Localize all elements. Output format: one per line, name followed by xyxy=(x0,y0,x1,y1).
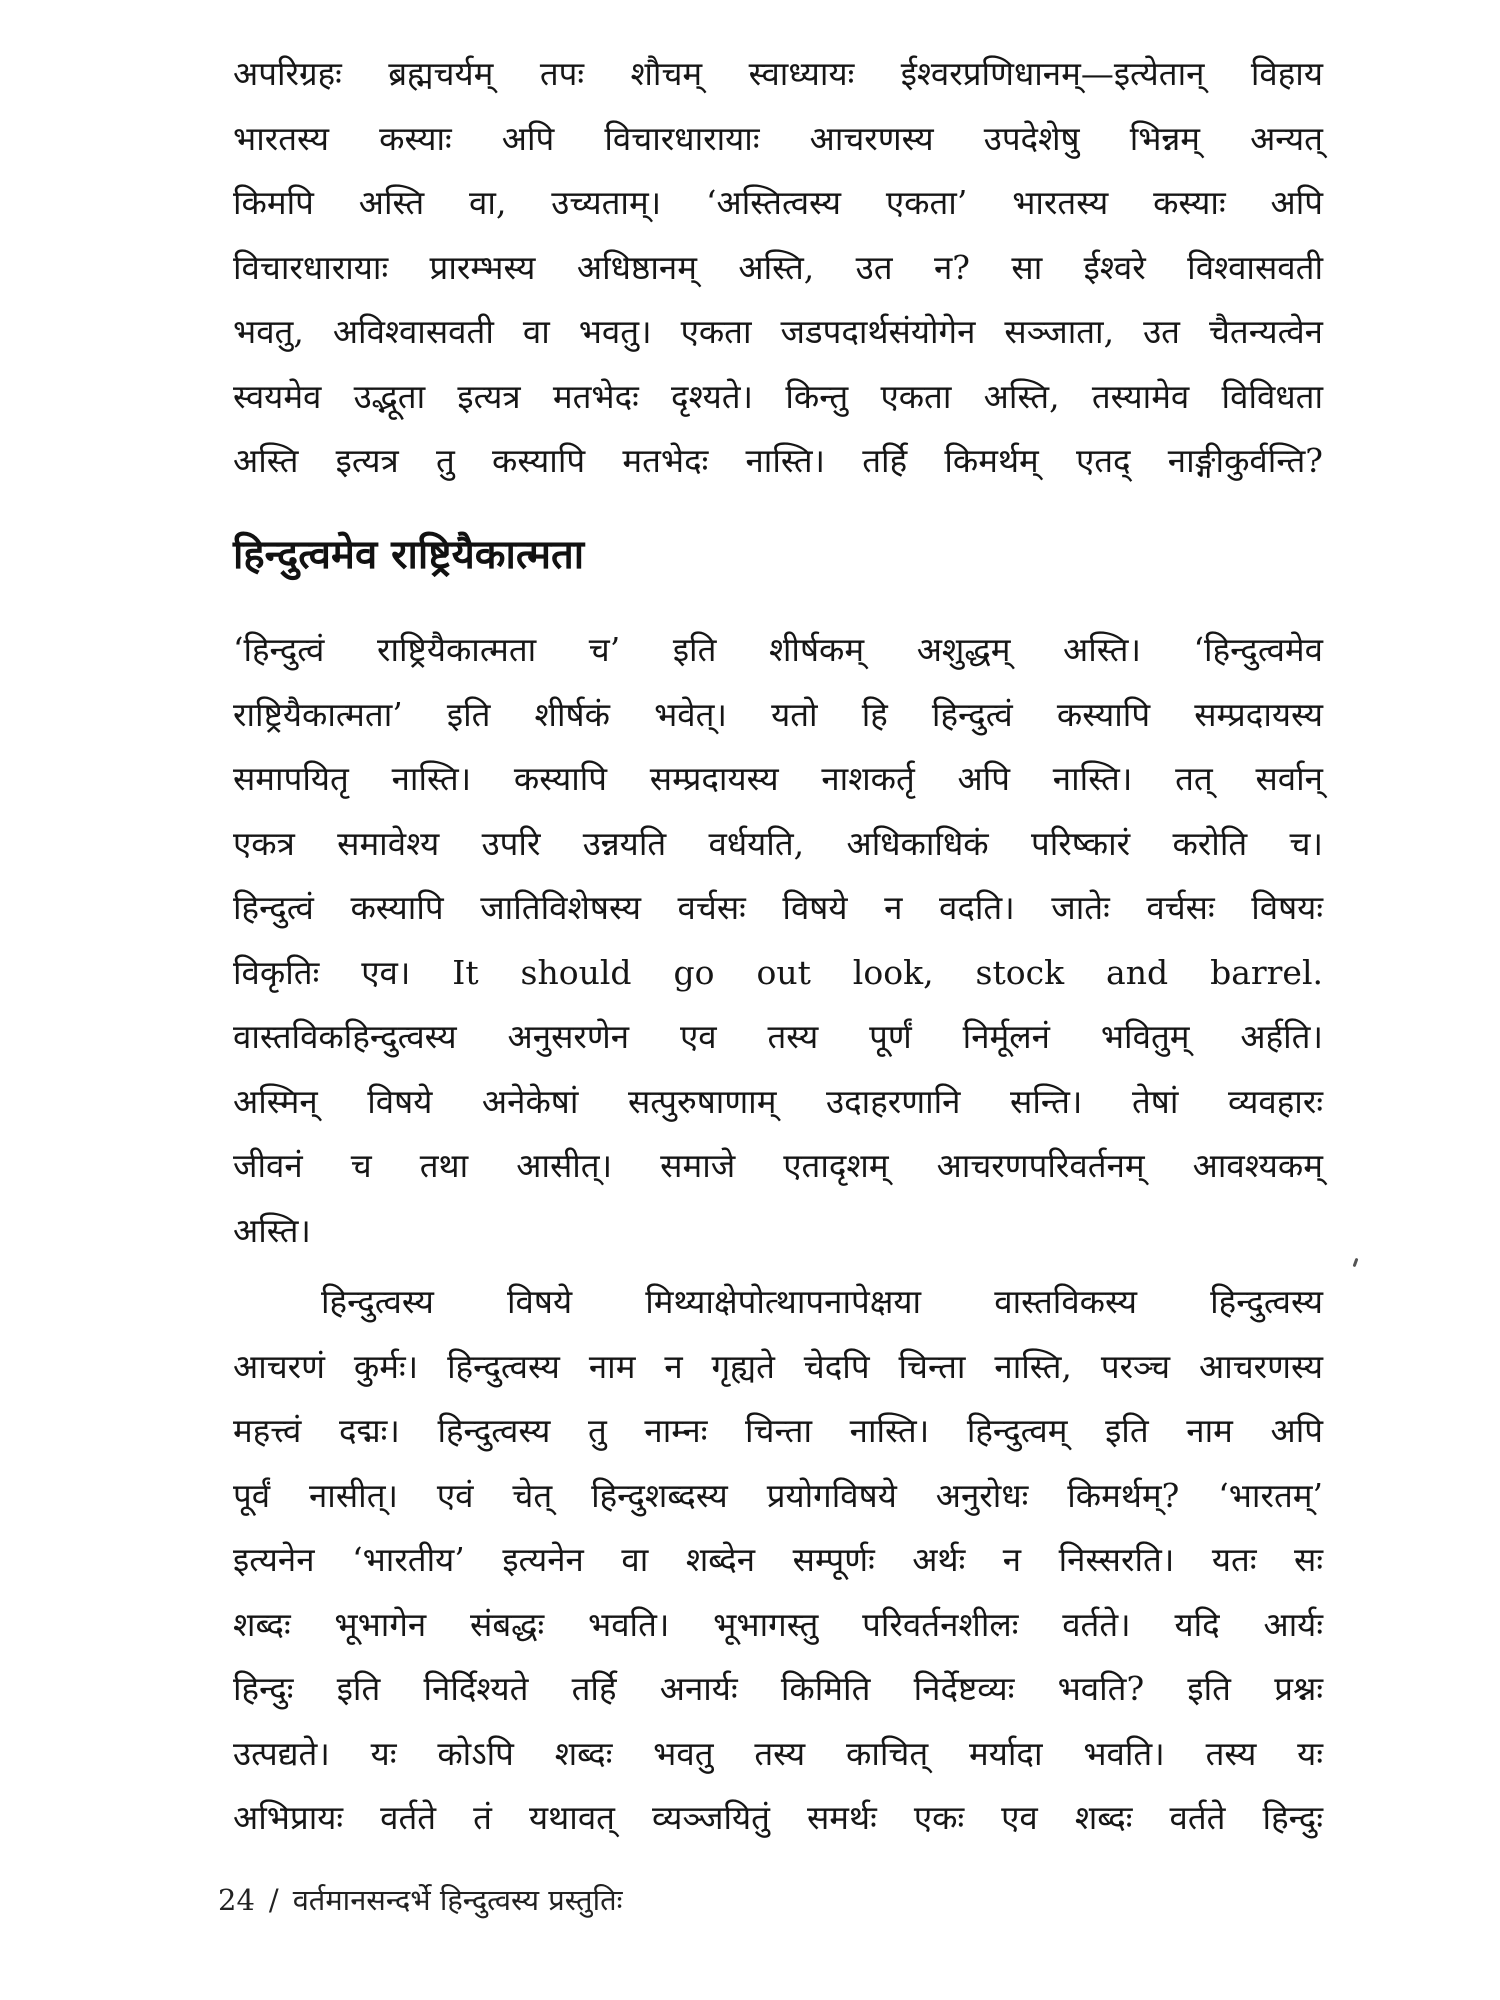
text-line: जीवनं च तथा आसीत्। समाजे एतादृशम् आचरणपरिवर्तनम् आवश्यकम् xyxy=(233,1146,1323,1185)
text-line: अस्मिन् विषये अनेकेषां सत्पुरुषाणाम् उदाहरणानि सन्ति। तेषां व्यवहारः xyxy=(233,1081,1323,1121)
text-line: भवतु, अविश्वासवती वा भवतु। एकता जडपदार्थसंयोगेन सञ्जाता, उत चैतन्यत्वेन xyxy=(233,312,1323,351)
text-line: किमपि अस्ति वा, उच्यताम्। ‘अस्तित्वस्य एकता’ भारतस्य कस्याः अपि xyxy=(233,183,1323,222)
section-heading: हिन्दुत्वमेव राष्ट्रियैकात्मता xyxy=(233,532,585,578)
text-line: ‘हिन्दुत्वं राष्ट्रियैकात्मता च’ इति शीर्षकम् अशुद्धम् अस्ति। ‘हिन्दुत्वमेव xyxy=(233,630,1323,669)
print-speck xyxy=(1353,1258,1359,1267)
text-line: राष्ट्रियैकात्मता’ इति शीर्षकं भवेत्। यतो हि हिन्दुत्वं कस्यापि सम्प्रदायस्य xyxy=(233,694,1323,734)
page-footer xyxy=(218,1880,622,1920)
text-line: उत्पद्यते। यः कोऽपि शब्दः भवतु तस्य काचित् मर्यादा भवति। तस्य यः xyxy=(233,1733,1323,1773)
text-line: हिन्दुः इति निर्दिश्यते तर्हि अनार्यः किमिति निर्देष्टव्यः भवति? इति प्रश्नः xyxy=(233,1669,1323,1708)
paragraph-intro xyxy=(233,42,1323,494)
text-line: पूर्वं नासीत्। एवं चेत् हिन्दुशब्दस्य प्रयोगविषये अनुरोधः किमर्थम्? ‘भारतम्’ xyxy=(233,1475,1323,1515)
paragraph-continuation xyxy=(233,1270,1323,1851)
text-line: अस्ति इत्यत्र तु कस्यापि मतभेदः नास्ति। तर्हि किमर्थम् एतद् नाङ्गीकुर्वन्ति? xyxy=(233,441,1323,480)
running-title: वर्तमानसन्दर्भे हिन्दुत्वस्य प्रस्तुतिः xyxy=(292,1883,623,1917)
text-line: समापयितृ नास्ति। कस्यापि सम्प्रदायस्य नाशकर्तृ अपि नास्ति। तत् सर्वान् xyxy=(233,759,1323,798)
text-line: वास्तविकहिन्दुत्वस्य अनुसरणेन एव तस्य पूर्णं निर्मूलनं भवितुम् अर्हति। xyxy=(233,1017,1323,1056)
text-line: विचारधारायाः प्रारम्भस्य अधिष्ठानम् अस्ति, उत न? सा ईश्वरे विश्वासवती xyxy=(233,247,1323,287)
paragraph-section-body xyxy=(233,618,1323,1263)
text-line: अपरिग्रहः ब्रह्मचर्यम् तपः शौचम् स्वाध्यायः ईश्वरप्रणिधानम्—इत्येतान् विहाय xyxy=(233,54,1323,93)
text-line: स्वयमेव उद्भूता इत्यत्र मतभेदः दृश्यते। किन्तु एकता अस्ति, तस्यामेव विविधता xyxy=(233,376,1323,416)
footer-separator: / xyxy=(268,1883,279,1917)
text-line: एकत्र समावेश्य उपरि उन्नयति वर्धयति, अधिकाधिकं परिष्कारं करोति च। xyxy=(233,823,1323,863)
text-line: आचरणं कुर्मः। हिन्दुत्वस्य नाम न गृह्यते चेदपि चिन्ता नास्ति, परञ्च आचरणस्य xyxy=(233,1346,1323,1386)
text-line: महत्त्वं दद्मः। हिन्दुत्वस्य तु नाम्नः चिन्ता नास्ति। हिन्दुत्वम् इति नाम अपि xyxy=(233,1411,1323,1450)
text-line: इत्यनेन ‘भारतीय’ इत्यनेन वा शब्देन सम्पूर्णः अर्थः न निस्सरति। यतः सः xyxy=(233,1540,1323,1579)
text-line: विकृतिः एव। It should go out look, stock and barrel. xyxy=(233,952,1323,992)
page-number: 24 xyxy=(218,1883,255,1917)
text-line: अस्ति। xyxy=(233,1210,311,1250)
text-line: हिन्दुत्वस्य विषये मिथ्याक्षेपोत्थापनापेक्षया वास्तविकस्य हिन्दुत्वस्य xyxy=(321,1282,1323,1321)
text-line: हिन्दुत्वं कस्यापि जातिविशेषस्य वर्चसः विषये न वदति। जातेः वर्चसः विषयः xyxy=(233,888,1323,927)
text-line: भारतस्य कस्याः अपि विचारधारायाः आचरणस्य उपदेशेषु भिन्नम् अन्यत् xyxy=(233,118,1323,158)
text-line: अभिप्रायः वर्तते तं यथावत् व्यञ्जयितुं समर्थः एकः एव शब्दः वर्तते हिन्दुः xyxy=(233,1798,1323,1837)
text-line: शब्दः भूभागेन संबद्धः भवति। भूभागस्तु परिवर्तनशीलः वर्तते। यदि आर्यः xyxy=(233,1604,1323,1644)
